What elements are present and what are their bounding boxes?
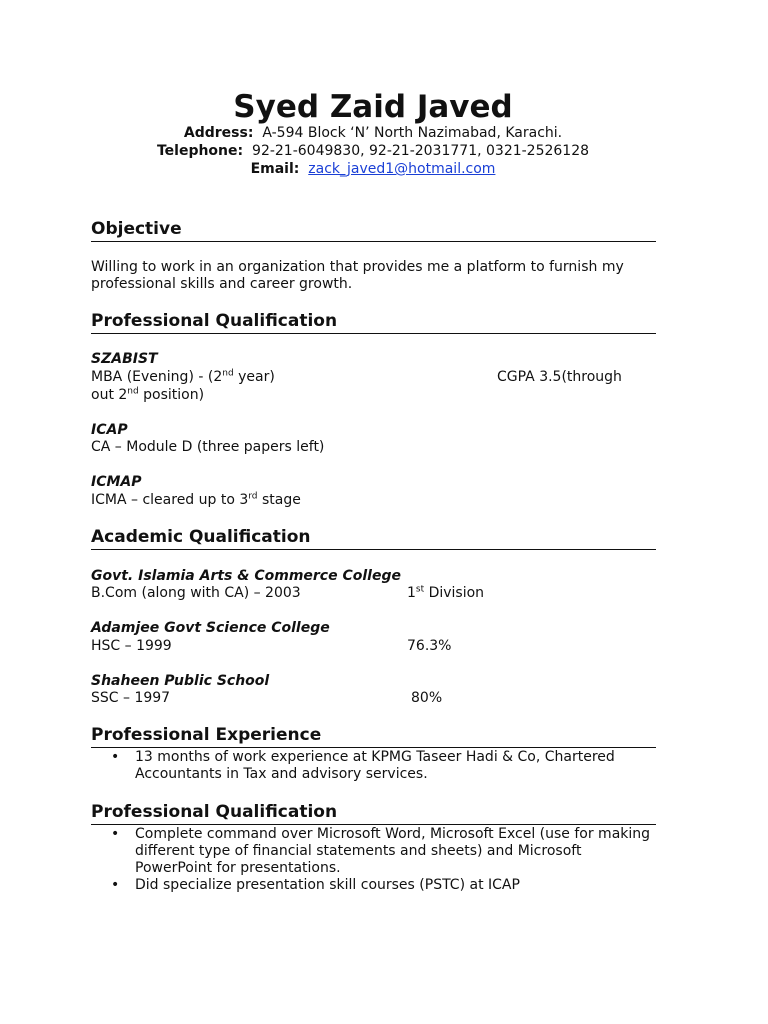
skills-item-text: Did specialize presentation skill courses (PSTC) at ICAP [135,877,520,893]
professional-qualification-skills-heading: Professional Qualification [91,801,656,825]
szabist-position-line [91,387,651,404]
skills-item-text: Complete command over Microsoft Word, Microsoft Excel (use for making different type of financial statements and sheets) and Microsoft PowerPoint for presentations. [135,826,651,876]
ssc-degree: SSC – 1997 [91,690,171,706]
professional-experience-heading: Professional Experience [91,724,656,748]
address-label: Address: [183,125,254,141]
hsc-degree: HSC – 1999 [91,638,172,654]
institution-icmap: ICMAP [91,474,142,490]
institution-icap: ICAP [91,422,128,438]
address-value: A-594 Block ‘N’ North Nazimabad, Karachi. [262,125,563,141]
institution-islamia-college: Govt. Islamia Arts & Commerce College [91,568,401,584]
bullet-icon: • [111,749,120,765]
icmap-line [91,492,651,509]
szabist-degree-text-end: year) [233,369,275,385]
hsc-result: 76.3% [407,638,452,654]
icmap-line-text: ICMA – cleared up to 3 [91,492,249,508]
bcom-result-text: 1 [407,585,416,601]
institution-shaheen-school: Shaheen Public School [91,673,270,689]
szabist-position-text: out 2 [91,387,128,403]
icap-line: CA – Module D (three papers left) [91,439,325,455]
candidate-name: Syed Zaid Javed [233,89,513,125]
szabist-degree-text: MBA (Evening) - (2 [91,369,223,385]
list-item [91,877,656,894]
email-line [0,160,746,178]
objective-text: Willing to work in an organization that provides me a platform to furnish my professional skills and career growth. [91,259,624,292]
list-item [91,826,656,877]
bcom-result-text-end: Division [424,585,485,601]
institution-adamjee-college: Adamjee Govt Science College [91,620,330,636]
bcom-result-sup: st [415,584,425,595]
institution-szabist: SZABIST [91,351,158,367]
icmap-line-sup: rd [248,491,258,502]
bcom-result [407,585,607,602]
academic-qualification-heading: Academic Qualification [91,526,656,550]
telephone-line [0,142,746,160]
experience-item-text: 13 months of work experience at KPMG Taseer Hadi & Co, Chartered Accountants in Tax and advisory services. [135,749,615,782]
szabist-position-sup: nd [127,386,139,397]
telephone-label: Telephone: [156,143,244,159]
email-label: Email: [250,161,300,177]
ssc-result: 80% [411,690,443,706]
address-line [0,124,746,142]
telephone-value: 92-21-6049830, 92-21-2031771, 0321-2526128 [252,143,590,159]
bullet-icon: • [111,877,120,893]
szabist-position-text-end: position) [138,387,205,403]
bcom-degree: B.Com (along with CA) – 2003 [91,585,301,601]
list-item [91,749,656,783]
email-link[interactable]: zack_javed1@hotmail.com [308,161,496,177]
skills-list [91,826,656,894]
professional-qualification-heading: Professional Qualification [91,310,656,334]
objective-heading: Objective [91,218,656,242]
experience-list [91,749,656,783]
icmap-line-text-end: stage [257,492,301,508]
szabist-degree-sup: nd [222,368,234,379]
bullet-icon: • [111,826,120,842]
szabist-cgpa: CGPA 3.5(through [497,369,622,385]
